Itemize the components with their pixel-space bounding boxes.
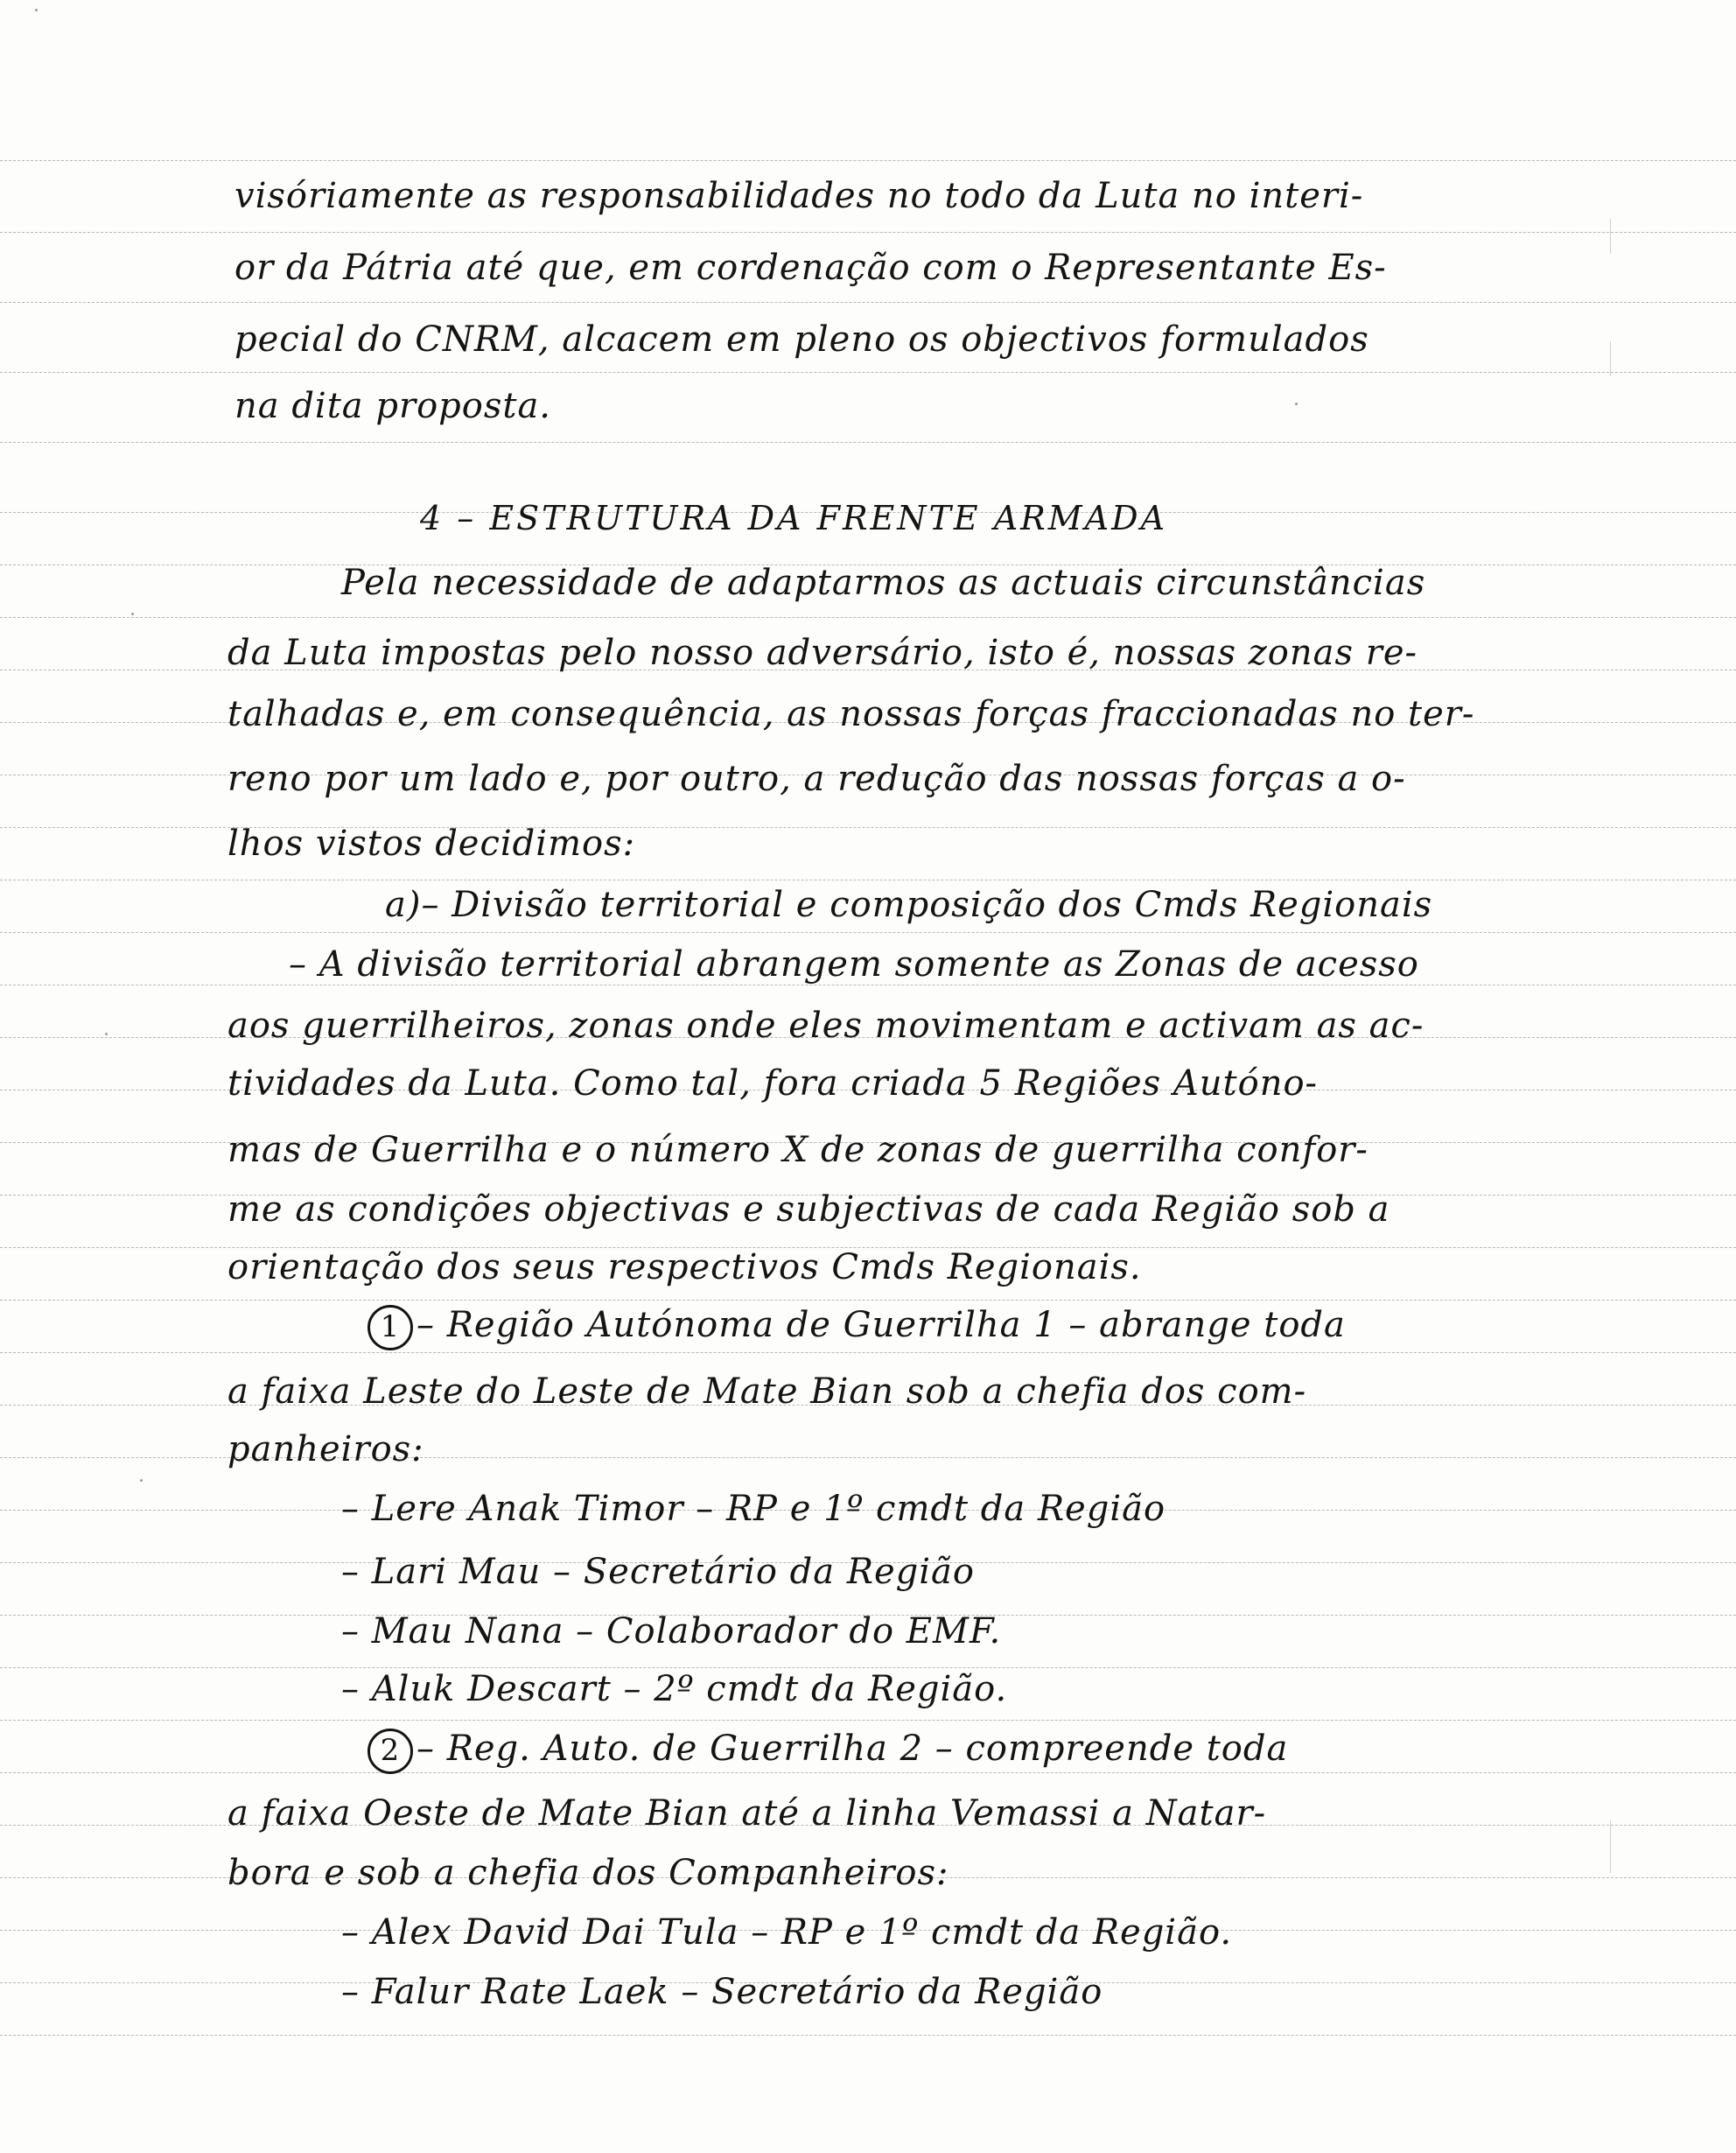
text-line: – Região Autónoma de Guerrilha 1 – abrange toda (416, 1305, 1346, 1345)
text-line: or da Pátria até que, em cordenação com o Representante Es- (234, 248, 1387, 288)
circled-marker: 1 (368, 1305, 413, 1350)
region-1-line (368, 1304, 1346, 1350)
text-line: da Luta impostas pelo nosso adversário, isto é, nossas zonas re- (228, 633, 1418, 673)
member-line: – Falur Rate Laek – Secretário da Região (341, 1972, 1103, 2012)
text-line: visóriamente as responsabilidades no todo da Luta no interi- (234, 176, 1364, 216)
text-line: na dita proposta. (234, 386, 552, 426)
text-line: lhos vistos decidimos: (228, 824, 636, 864)
section-heading: 4 – ESTRUTURA DA FRENTE ARMADA (420, 499, 1168, 537)
text-line: panheiros: (228, 1429, 424, 1469)
text-line: a)– Divisão territorial e composição dos Cmds Regionais (385, 885, 1433, 925)
text-line: a faixa Oeste de Mate Bian até a linha Vemassi a Natar- (228, 1793, 1267, 1834)
region-2-line (368, 1728, 1288, 1774)
text-line: – A divisão territorial abrangem somente as Zonas de acesso (289, 944, 1419, 985)
text-line: reno por um lado e, por outro, a redução das nossas forças a o- (228, 759, 1406, 799)
text-line: mas de Guerrilha e o número X de zonas de guerrilha confor- (228, 1130, 1368, 1170)
text-line: pecial do CNRM, alcacem em pleno os objectivos formulados (234, 319, 1369, 360)
text-line: a faixa Leste do Leste de Mate Bian sob a chefia dos com- (228, 1371, 1307, 1412)
text-line: orientação dos seus respectivos Cmds Regionais. (228, 1247, 1142, 1287)
text-line: Pela necessidade de adaptarmos as actuais circunstâncias (341, 563, 1426, 603)
member-line: – Aluk Descart – 2º cmdt da Região. (341, 1669, 1008, 1709)
text-line: tividades da Luta. Como tal, fora criada 5 Regiões Autóno- (228, 1063, 1319, 1104)
member-line: – Mau Nana – Colaborador do EMF. (341, 1611, 1002, 1652)
member-line: – Lere Anak Timor – RP e 1º cmdt da Região (341, 1489, 1166, 1529)
member-line: – Lari Mau – Secretário da Região (341, 1552, 975, 1592)
member-line: – Alex David Dai Tula – RP e 1º cmdt da Região. (341, 1912, 1233, 1953)
text-line: bora e sob a chefia dos Companheiros: (228, 1853, 949, 1893)
text-line: aos guerrilheiros, zonas onde eles movimentam e activam as ac- (228, 1006, 1424, 1046)
text-line: me as condições objectivas e subjectivas de cada Região sob a (228, 1189, 1390, 1230)
text-line: talhadas e, em consequência, as nossas forças fraccionadas no ter- (228, 694, 1475, 734)
circled-marker: 2 (368, 1729, 413, 1774)
text-line: – Reg. Auto. de Guerrilha 2 – compreende toda (416, 1729, 1289, 1769)
